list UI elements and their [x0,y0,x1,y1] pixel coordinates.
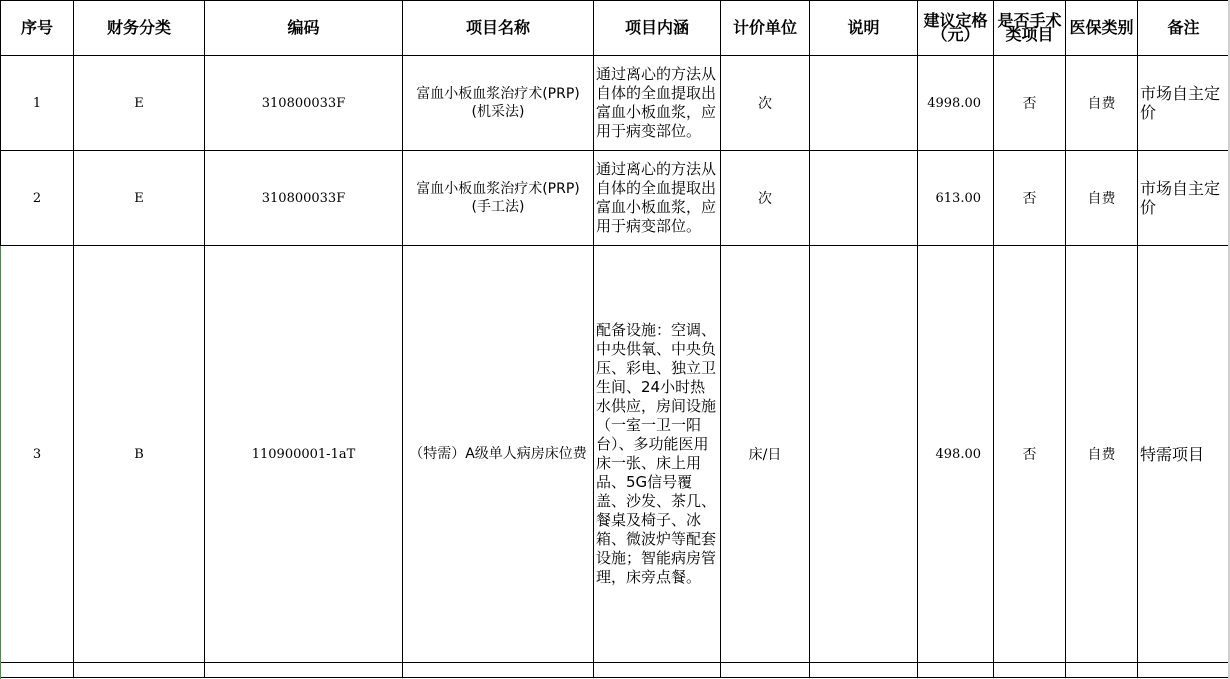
cell-code[interactable]: 310800033F [205,56,403,151]
cell-surgical[interactable]: 否 [994,151,1066,246]
cell-content[interactable]: 通过离心的方法从自体的全血提取出富血小板血浆，应用于病变部位。 [594,56,721,151]
header-row [1,1,1230,56]
cell-finance[interactable]: B [74,246,205,663]
cell-seq[interactable]: 3 [1,246,74,663]
selection-border [0,246,1,679]
header-code[interactable]: 编码 [205,1,403,56]
cell-surgical[interactable]: 否 [994,56,1066,151]
cell-insurance[interactable]: 自费 [1066,56,1138,151]
header-unit[interactable]: 计价单位 [721,1,810,56]
table-row [1,246,1230,663]
cell-unit[interactable]: 床/日 [721,246,810,663]
header-price[interactable]: 建议定格（元） [918,1,994,56]
header-seq[interactable]: 序号 [1,1,74,56]
cell-price[interactable]: 4998.00 [918,56,994,151]
cell-price[interactable]: 613.00 [918,151,994,246]
cell-surgical[interactable]: 否 [994,246,1066,663]
cell-note[interactable] [810,56,918,151]
cell-price[interactable]: 498.00 [918,246,994,663]
cell-code[interactable]: 110900001-1aT [205,246,403,663]
header-item-content[interactable]: 项目内涵 [594,1,721,56]
empty-cell[interactable] [403,663,594,678]
header-surgical[interactable]: 是否手术类项目 [994,1,1066,56]
empty-cell[interactable] [205,663,403,678]
cell-insurance[interactable]: 自费 [1066,151,1138,246]
cell-unit[interactable]: 次 [721,56,810,151]
cell-remark[interactable]: 特需项目 [1138,246,1230,663]
empty-cell[interactable] [74,663,205,678]
header-remark[interactable]: 备注 [1138,1,1230,56]
empty-cell[interactable] [1138,663,1230,678]
header-item-name[interactable]: 项目名称 [403,1,594,56]
cell-unit[interactable]: 次 [721,151,810,246]
cell-content[interactable]: 通过离心的方法从自体的全血提取出富血小板血浆，应用于病变部位。 [594,151,721,246]
cell-remark[interactable]: 市场自主定价 [1138,56,1230,151]
cell-finance[interactable]: E [74,151,205,246]
cell-name[interactable]: （特需）A级单人病房床位费 [403,246,594,663]
table-row [1,151,1230,246]
cell-note[interactable] [810,151,918,246]
empty-cell[interactable] [1066,663,1138,678]
empty-cell[interactable] [594,663,721,678]
header-insurance[interactable]: 医保类别 [1066,1,1138,56]
empty-row [1,663,1230,678]
cell-code[interactable]: 310800033F [205,151,403,246]
cell-content[interactable]: 配备设施：空调、中央供氧、中央负压、彩电、独立卫生间、24小时热水供应，房间设施（一室一卫一阳台）、多功能医用床一张、床上用品、5G信号覆盖、沙发、茶几、餐桌及椅子、冰箱、微波炉等配套设施；智能病房管理，床旁点餐。 [594,246,721,663]
cell-seq[interactable]: 1 [1,56,74,151]
cell-finance[interactable]: E [74,56,205,151]
cell-insurance[interactable]: 自费 [1066,246,1138,663]
header-note[interactable]: 说明 [810,1,918,56]
header-finance-category[interactable]: 财务分类 [74,1,205,56]
empty-cell[interactable] [810,663,918,678]
empty-cell[interactable] [918,663,994,678]
empty-cell[interactable] [721,663,810,678]
table-row [1,56,1230,151]
cell-remark[interactable]: 市场自主定价 [1138,151,1230,246]
cell-name[interactable]: 富血小板血浆治疗术(PRP)(手工法) [403,151,594,246]
empty-cell[interactable] [994,663,1066,678]
empty-cell[interactable] [1,663,74,678]
cell-seq[interactable]: 2 [1,151,74,246]
cell-name[interactable]: 富血小板血浆治疗术(PRP)(机采法) [403,56,594,151]
cell-note[interactable] [810,246,918,663]
